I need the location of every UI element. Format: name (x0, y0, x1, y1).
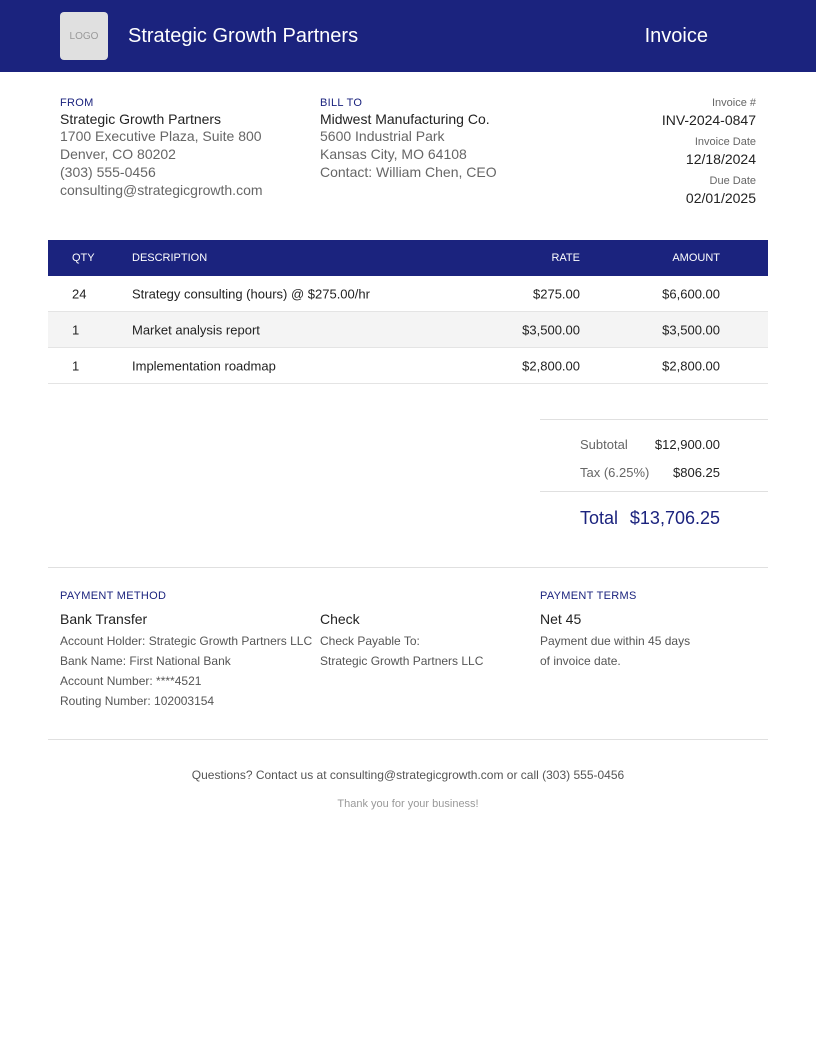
payment-terms-label: PAYMENT TERMS (540, 590, 637, 602)
table-row (48, 276, 768, 312)
check-line: Strategic Growth Partners LLC (320, 654, 484, 668)
row-qty: 24 (72, 286, 87, 301)
divider (540, 419, 768, 420)
row-description: Implementation roadmap (132, 358, 276, 373)
row-description: Market analysis report (132, 322, 260, 337)
col-qty: QTY (72, 252, 95, 264)
bank-transfer-title: Bank Transfer (60, 611, 148, 627)
from-line: (303) 555-0456 (60, 164, 156, 180)
terms-line: Payment due within 45 days (540, 634, 691, 648)
invoice-date-label: Invoice Date (694, 136, 756, 148)
footer-thanks: Thank you for your business! (337, 798, 479, 810)
terms-line: of invoice date. (540, 654, 621, 668)
bill-to-line: Kansas City, MO 64108 (320, 146, 467, 162)
row-qty: 1 (72, 322, 80, 337)
bank-line: Account Holder: Strategic Growth Partners LLC (60, 634, 313, 648)
footer-contact: Questions? Contact us at consulting@strategicgrowth.com or call (303) 555-0456 (191, 768, 625, 782)
from-label: FROM (60, 97, 94, 109)
row-rate: $3,500.00 (522, 322, 580, 337)
check-line: Check Payable To: (320, 634, 420, 648)
payment-method-label: PAYMENT METHOD (60, 590, 167, 602)
row-description: Strategy consulting (hours) @ $275.00/hr (132, 286, 370, 301)
due-date: 02/01/2025 (685, 190, 756, 206)
bank-line: Account Number: ****4521 (60, 674, 202, 688)
invoice-meta (662, 97, 756, 214)
bill-to-line: Contact: William Chen, CEO (320, 164, 497, 180)
subtotal-value: $12,900.00 (654, 437, 720, 452)
from-name: Strategic Growth Partners (60, 111, 222, 127)
tax-label: Tax (6.25%) (580, 465, 650, 480)
invoice-number-label: Invoice # (711, 97, 756, 109)
bill-to-name: Midwest Manufacturing Co. (320, 111, 490, 127)
row-qty: 1 (72, 358, 80, 373)
from-line: consulting@strategicgrowth.com (60, 182, 263, 198)
divider (540, 491, 768, 492)
from-line: Denver, CO 80202 (60, 146, 176, 162)
from-section (60, 97, 263, 199)
invoice-number: INV-2024-0847 (661, 112, 756, 128)
bank-line: Bank Name: First National Bank (60, 654, 231, 668)
due-date-label: Due Date (709, 175, 756, 187)
row-rate: $275.00 (533, 286, 580, 301)
table-header (48, 240, 768, 276)
document-title: Invoice (644, 25, 708, 47)
row-amount: $2,800.00 (662, 358, 720, 373)
from-line: 1700 Executive Plaza, Suite 800 (60, 128, 262, 144)
bill-to-line: 5600 Industrial Park (320, 128, 445, 144)
terms-section (540, 611, 690, 671)
divider (48, 567, 768, 568)
divider (48, 739, 768, 740)
invoice-date: 12/18/2024 (685, 151, 756, 167)
tax-value: $806.25 (673, 465, 720, 480)
terms-title: Net 45 (540, 611, 582, 627)
col-rate: RATE (551, 252, 580, 264)
row-amount: $6,600.00 (662, 286, 720, 301)
table-row (48, 312, 768, 348)
bill-to-section (320, 97, 497, 181)
bank-transfer-section (60, 611, 312, 711)
table-row (48, 348, 768, 384)
check-section (320, 611, 483, 671)
col-amount: AMOUNT (672, 252, 720, 264)
total-label: Total (580, 508, 619, 528)
company-logo: LOGO (60, 12, 108, 60)
bank-line: Routing Number: 102003154 (60, 694, 215, 708)
company-name: Strategic Growth Partners (128, 25, 359, 47)
row-amount: $3,500.00 (662, 322, 720, 337)
check-title: Check (320, 611, 360, 627)
row-rate: $2,800.00 (522, 358, 580, 373)
total-value: $13,706.25 (629, 508, 720, 528)
col-description: DESCRIPTION (132, 252, 208, 264)
subtotal-label: Subtotal (580, 437, 628, 452)
bill-to-label: BILL TO (320, 97, 363, 109)
